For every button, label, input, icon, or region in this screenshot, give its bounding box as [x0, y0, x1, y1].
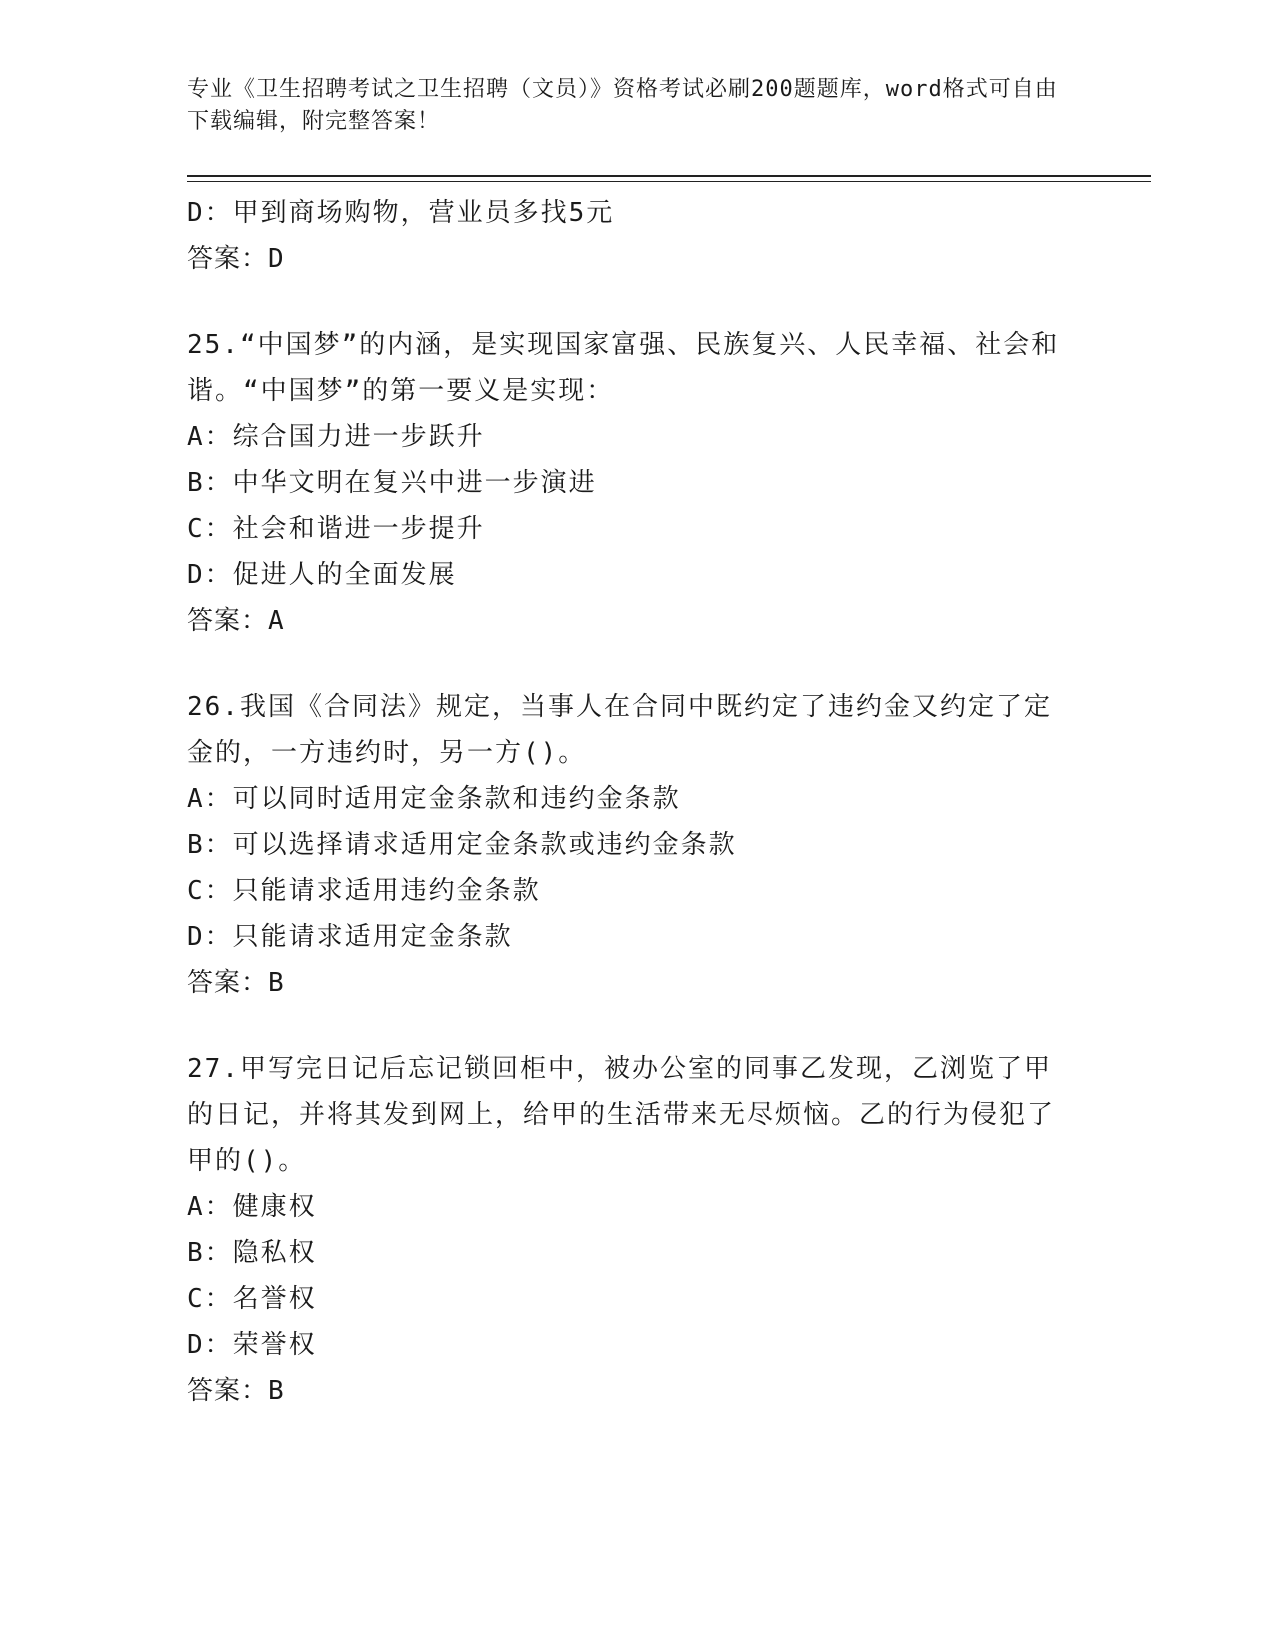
question-25 — [187, 322, 1087, 644]
question-27 — [187, 1046, 1087, 1414]
answer: 答案：D — [187, 244, 285, 274]
option-c: C：只能请求适用违约金条款 — [187, 876, 541, 906]
option-c: C：名誉权 — [187, 1284, 317, 1314]
header-rule-thick — [187, 175, 1151, 177]
question-26 — [187, 684, 1087, 1006]
question-stem: 26.我国《合同法》规定，当事人在合同中既约定了违约金又约定了定金的，一方违约时，另一方()。 — [187, 692, 1052, 768]
option-d: D：促进人的全面发展 — [187, 560, 457, 590]
question-stem: 25.“中国梦”的内涵，是实现国家富强、民族复兴、人民幸福、社会和谐。“中国梦”的第一要义是实现： — [187, 330, 1060, 406]
answer: 答案：B — [187, 1376, 285, 1406]
document-header — [187, 74, 1067, 138]
option-a: A：可以同时适用定金条款和违约金条款 — [187, 784, 681, 814]
question-content — [187, 190, 1087, 1414]
option-d: D：只能请求适用定金条款 — [187, 922, 513, 952]
option-d: D：甲到商场购物，营业员多找5元 — [187, 198, 615, 228]
option-b: B：可以选择请求适用定金条款或违约金条款 — [187, 830, 737, 860]
option-d: D：荣誉权 — [187, 1330, 317, 1360]
header-rule-thin — [187, 181, 1151, 182]
header-text: 专业《卫生招聘考试之卫生招聘（文员）》资格考试必刷200题题库，word格式可自由下载编辑，附完整答案！ — [187, 77, 1058, 134]
option-c: C：社会和谐进一步提升 — [187, 514, 485, 544]
option-a: A：健康权 — [187, 1192, 317, 1222]
answer: 答案：B — [187, 968, 285, 998]
option-a: A：综合国力进一步跃升 — [187, 422, 485, 452]
option-b: B：隐私权 — [187, 1238, 317, 1268]
previous-question-tail — [187, 190, 1087, 282]
option-b: B：中华文明在复兴中进一步演进 — [187, 468, 597, 498]
answer: 答案：A — [187, 606, 285, 636]
question-stem: 27.甲写完日记后忘记锁回柜中，被办公室的同事乙发现，乙浏览了甲的日记，并将其发到网上，给甲的生活带来无尽烦恼。乙的行为侵犯了甲的()。 — [187, 1054, 1056, 1176]
